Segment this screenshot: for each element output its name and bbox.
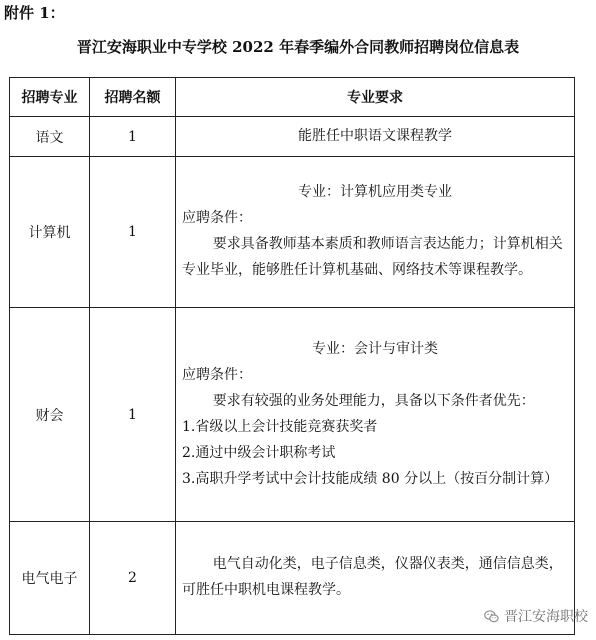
header-major: 招聘专业 bbox=[10, 78, 90, 117]
table-row bbox=[10, 157, 575, 308]
table-header-row bbox=[10, 78, 575, 117]
requirement-line: 能胜任中职语文课程教学 bbox=[298, 127, 452, 144]
document-title: 晋江安海职业中专学校 2022 年春季编外合同教师招聘岗位信息表 bbox=[76, 38, 520, 56]
requirement-cell bbox=[176, 308, 575, 522]
requirement-major: 专业：计算机应用类专业 bbox=[298, 184, 452, 200]
attachment-label: 附件 1： bbox=[4, 4, 65, 22]
recruitment-table bbox=[9, 77, 575, 635]
requirement-item: 2.通过中级会计职称考试 bbox=[182, 444, 336, 461]
quota-cell: 1 bbox=[90, 308, 176, 522]
requirement-item: 1.省级以上会计技能竞赛获奖者 bbox=[182, 418, 378, 435]
requirement-text: 电气自动化类，电子信息类，仪器仪表类，通信信息类，可胜任中职机电课程教学。 bbox=[182, 556, 563, 598]
requirement-cell bbox=[176, 157, 575, 308]
header-requirements: 专业要求 bbox=[176, 78, 575, 117]
requirement-cell bbox=[176, 117, 575, 157]
header-quota: 招聘名额 bbox=[90, 78, 176, 117]
quota-cell: 2 bbox=[90, 522, 176, 635]
quota-cell: 1 bbox=[90, 117, 176, 157]
major-cell: 计算机 bbox=[10, 157, 90, 308]
requirement-conditions-label: 应聘条件： bbox=[182, 366, 252, 383]
requirement-text: 要求有较强的业务处理能力，具备以下条件者优先： bbox=[212, 392, 535, 409]
major-cell: 电气电子 bbox=[10, 522, 90, 635]
major-cell: 语文 bbox=[10, 117, 90, 157]
requirement-text: 要求具备教师基本素质和教师语言表达能力；计算机相关专业毕业，能够胜任计算机基础、网络技术等课程教学。 bbox=[182, 236, 563, 278]
table-row bbox=[10, 117, 575, 157]
wechat-icon bbox=[484, 609, 499, 624]
table-row bbox=[10, 308, 575, 522]
watermark-text: 晋江安海职校 bbox=[504, 609, 588, 625]
major-cell: 财会 bbox=[10, 308, 90, 522]
requirement-conditions-label: 应聘条件： bbox=[182, 210, 252, 226]
requirement-major: 专业：会计与审计类 bbox=[312, 340, 438, 357]
quota-cell: 1 bbox=[90, 157, 176, 308]
requirement-item: 3.高职升学考试中会计技能成绩 80 分以上（按百分制计算） bbox=[182, 470, 559, 487]
watermark bbox=[484, 606, 588, 626]
